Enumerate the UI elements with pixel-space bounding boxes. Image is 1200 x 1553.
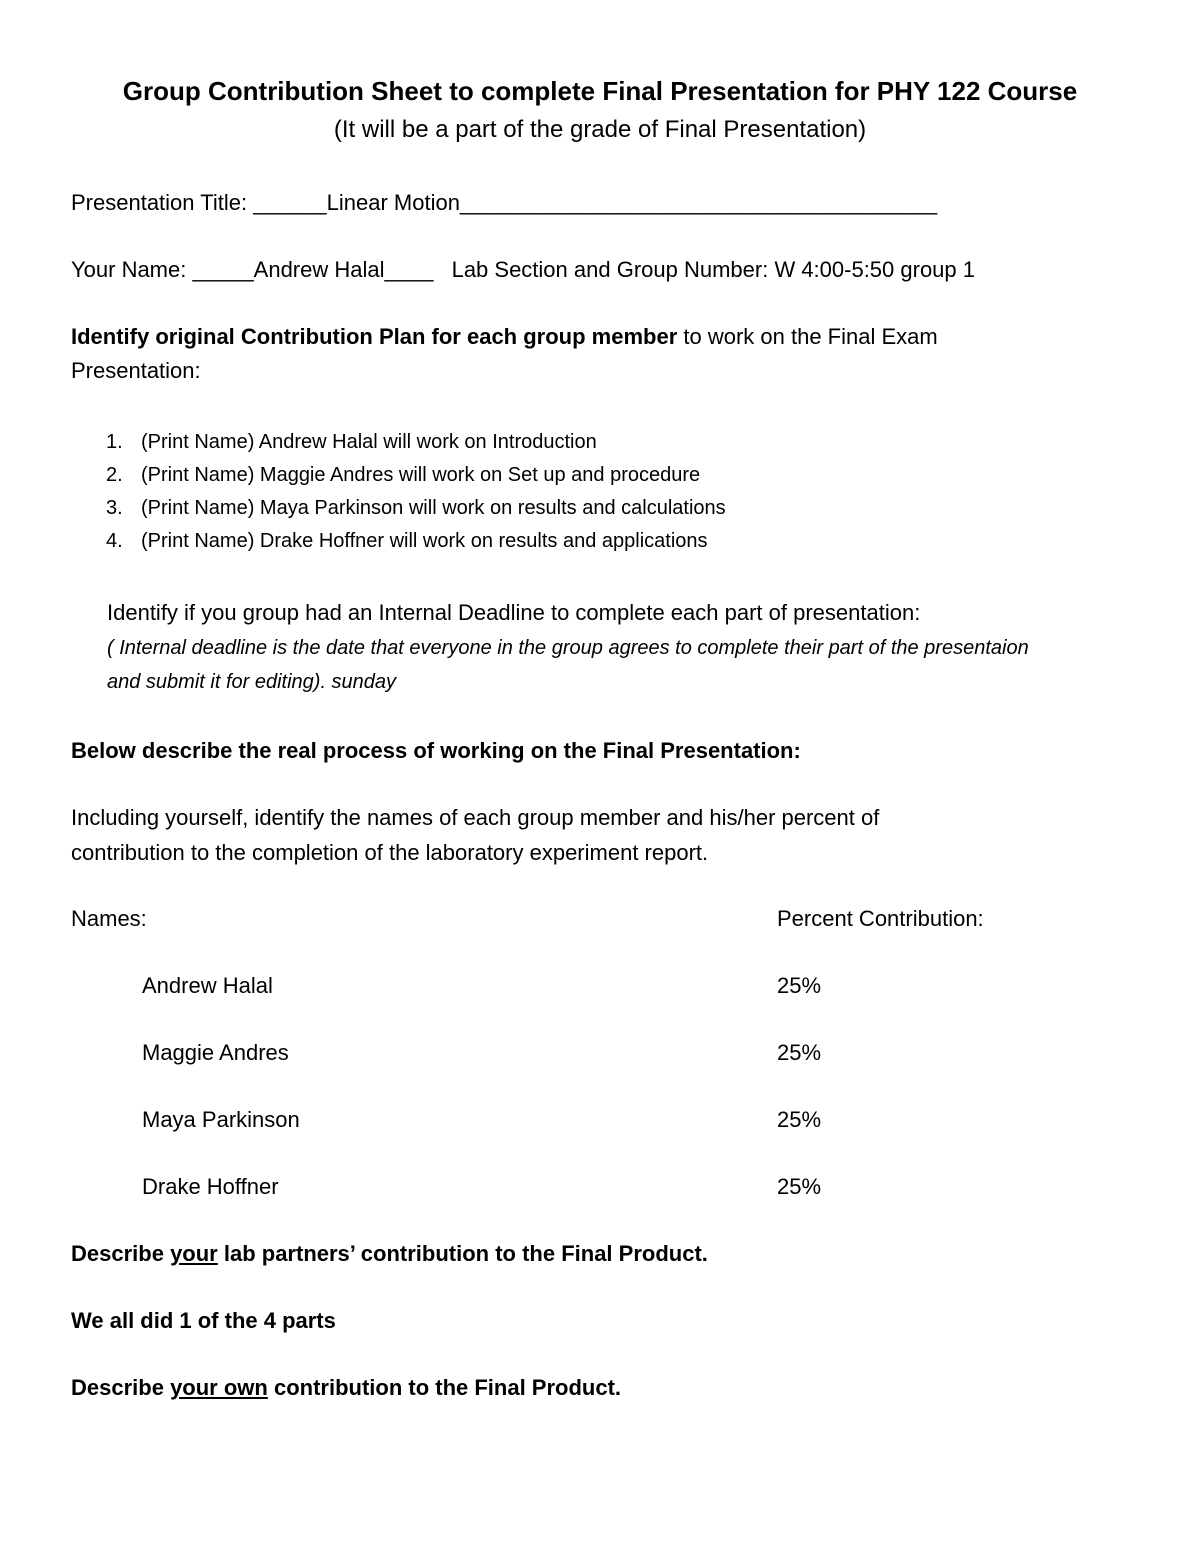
plan-heading <box>71 324 938 350</box>
names-header: Names: <box>71 906 147 931</box>
presentation-title-value: ______Linear Motion_______________________________________ <box>253 190 938 215</box>
plan-heading-line2: Presentation: <box>71 358 201 383</box>
your-name-value: _____Andrew Halal____ <box>192 257 434 282</box>
percent-header: Percent Contribution: <box>777 906 984 931</box>
page-title: Group Contribution Sheet to complete Final Presentation for PHY 122 Course <box>122 76 1078 106</box>
presentation-title-line <box>71 190 937 216</box>
plan-heading-bold: Identify original Contribution Plan for each group member <box>71 324 678 349</box>
list-item: 2. (Print Name) Maggie Andres will work on Set up and procedure <box>106 464 701 486</box>
process-heading: Below describe the real process of working on the Final Presentation: <box>71 738 801 763</box>
member-name: Drake Hoffner <box>142 1174 279 1199</box>
member-name: Maya Parkinson <box>142 1107 300 1132</box>
plan-heading-rest: to work on the Final Exam <box>677 324 938 349</box>
member-percent: 25% <box>777 1040 822 1065</box>
deadline-note-line1: ( Internal deadline is the date that everyone in the group agrees to complete their part of the presentaion <box>107 637 1029 659</box>
member-percent: 25% <box>777 1107 822 1132</box>
list-item: 3. (Print Name) Maya Parkinson will work on results and calculations <box>106 497 726 519</box>
member-name: Andrew Halal <box>142 973 273 998</box>
deadline-note-line2: and submit it for editing). sunday <box>107 671 397 693</box>
own-underlined: your own <box>170 1375 268 1400</box>
including-line2: contribution to the completion of the laboratory experiment report. <box>71 840 709 865</box>
presentation-title-label: Presentation Title: <box>71 190 254 215</box>
your-name-line <box>71 257 975 283</box>
partners-answer: We all did 1 of the 4 parts <box>71 1308 336 1333</box>
partners-underlined: your <box>170 1241 218 1266</box>
lab-section-value: W 4:00-5:50 group 1 <box>774 257 976 282</box>
contribution-plan-list <box>106 428 726 560</box>
list-item: 1. (Print Name) Andrew Halal will work on Introduction <box>106 431 597 453</box>
including-line1: Including yourself, identify the names of each group member and his/her percent of <box>71 805 880 830</box>
your-name-label: Your Name: <box>71 257 193 282</box>
lab-section-label: Lab Section and Group Number: <box>451 257 775 282</box>
member-percent: 25% <box>777 973 822 998</box>
list-item: 4. (Print Name) Drake Hoffner will work on results and applications <box>106 530 708 552</box>
page-subtitle: (It will be a part of the grade of Final Presentation) <box>333 116 867 143</box>
member-name: Maggie Andres <box>142 1040 289 1065</box>
partners-question: Describe your lab partners’ contribution to the Final Product. <box>71 1241 708 1266</box>
deadline-question: Identify if you group had an Internal Deadline to complete each part of presentation: <box>107 600 921 625</box>
member-percent: 25% <box>777 1174 822 1199</box>
own-question: Describe your own contribution to the Final Product. <box>71 1375 622 1400</box>
